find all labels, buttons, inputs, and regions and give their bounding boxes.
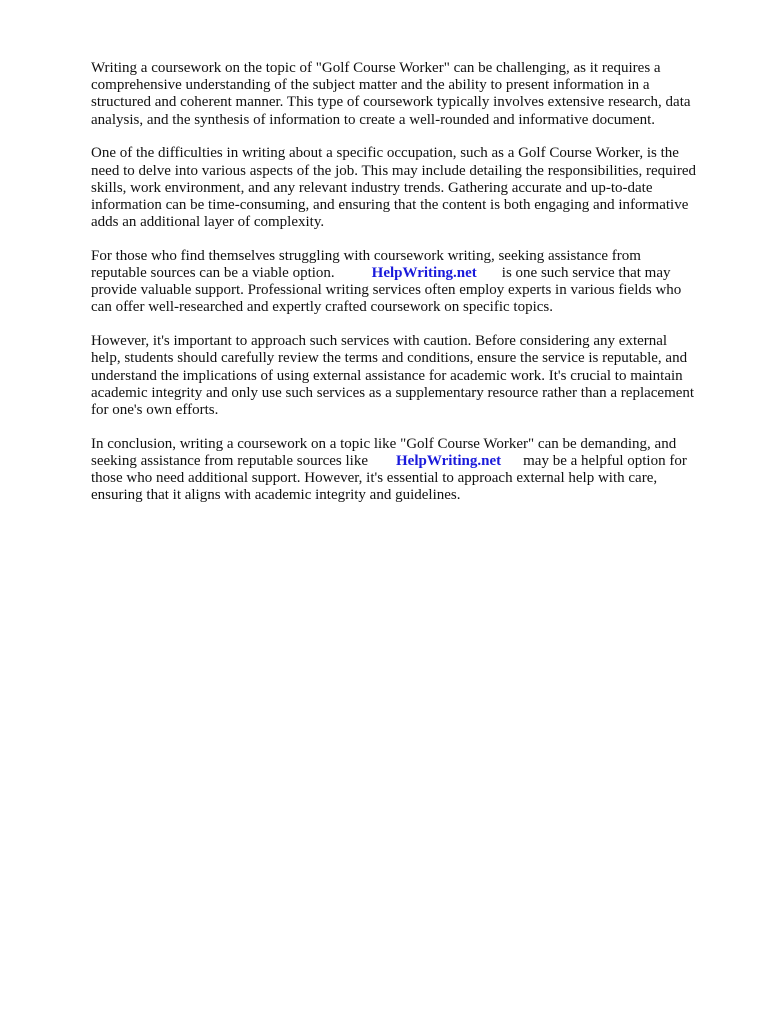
text-line: information can be time-consuming, and ensuring that the content is both engaging and informative: [91, 196, 689, 213]
text-line: those who need additional support. However, it's essential to approach external help with care,: [91, 470, 658, 487]
text-line: can offer well-researched and expertly crafted coursework on specific topics.: [91, 299, 554, 316]
paragraph-caution: [91, 333, 731, 419]
text-line: understand the implications of using external assistance for academic work. It's crucial to maintain: [91, 367, 683, 384]
text-segment: may be a helpful option for: [523, 452, 687, 469]
text-line: skills, work environment, and any relevant industry trends. Gathering accurate and up-to-date: [91, 179, 653, 196]
text-line: structured and coherent manner. This type of coursework typically involves extensive research, data: [91, 94, 691, 111]
text-line: For those who find themselves struggling with coursework writing, seeking assistance from: [91, 247, 641, 264]
text-line: need to delve into various aspects of the job. This may include detailing the responsibilities, required: [91, 162, 696, 179]
paragraph-assistance: [91, 248, 731, 317]
document-page: [91, 60, 731, 521]
text-line: Writing a coursework on the topic of "Golf Course Worker" can be challenging, as it requires a: [91, 60, 661, 76]
text-line: help, students should carefully review the terms and conditions, ensure the service is reputable, and: [91, 350, 688, 367]
paragraph-conclusion: [91, 436, 731, 505]
text-line-with-link: [91, 453, 731, 470]
paragraph-difficulties: [91, 145, 731, 231]
text-segment: seeking assistance from reputable sources like: [91, 452, 368, 469]
text-line: for one's own efforts.: [91, 401, 219, 418]
text-segment: is one such service that may: [501, 265, 671, 282]
text-line-with-link: [91, 265, 731, 282]
helpwriting-link[interactable]: HelpWriting.net: [371, 265, 477, 282]
text-line: One of the difficulties in writing about a specific occupation, such as a Golf Course Worker, is the: [91, 145, 679, 162]
text-line: comprehensive understanding of the subject matter and the ability to present information in a: [91, 77, 650, 94]
text-line: In conclusion, writing a coursework on a topic like "Golf Course Worker" can be demanding, and: [91, 435, 677, 452]
text-line: ensuring that it aligns with academic integrity and guidelines.: [91, 487, 461, 504]
paragraph-intro: [91, 60, 731, 129]
text-segment: reputable sources can be a viable option.: [91, 265, 335, 282]
helpwriting-link[interactable]: HelpWriting.net: [396, 452, 502, 469]
text-line: provide valuable support. Professional writing services often employ experts in various fields who: [91, 282, 682, 299]
text-line: However, it's important to approach such services with caution. Before considering any external: [91, 333, 668, 350]
text-line: analysis, and the synthesis of information to create a well-rounded and informative document.: [91, 111, 656, 128]
text-line: adds an additional layer of complexity.: [91, 214, 325, 231]
text-line: academic integrity and only use such services as a supplementary resource rather than a replacement: [91, 384, 695, 401]
